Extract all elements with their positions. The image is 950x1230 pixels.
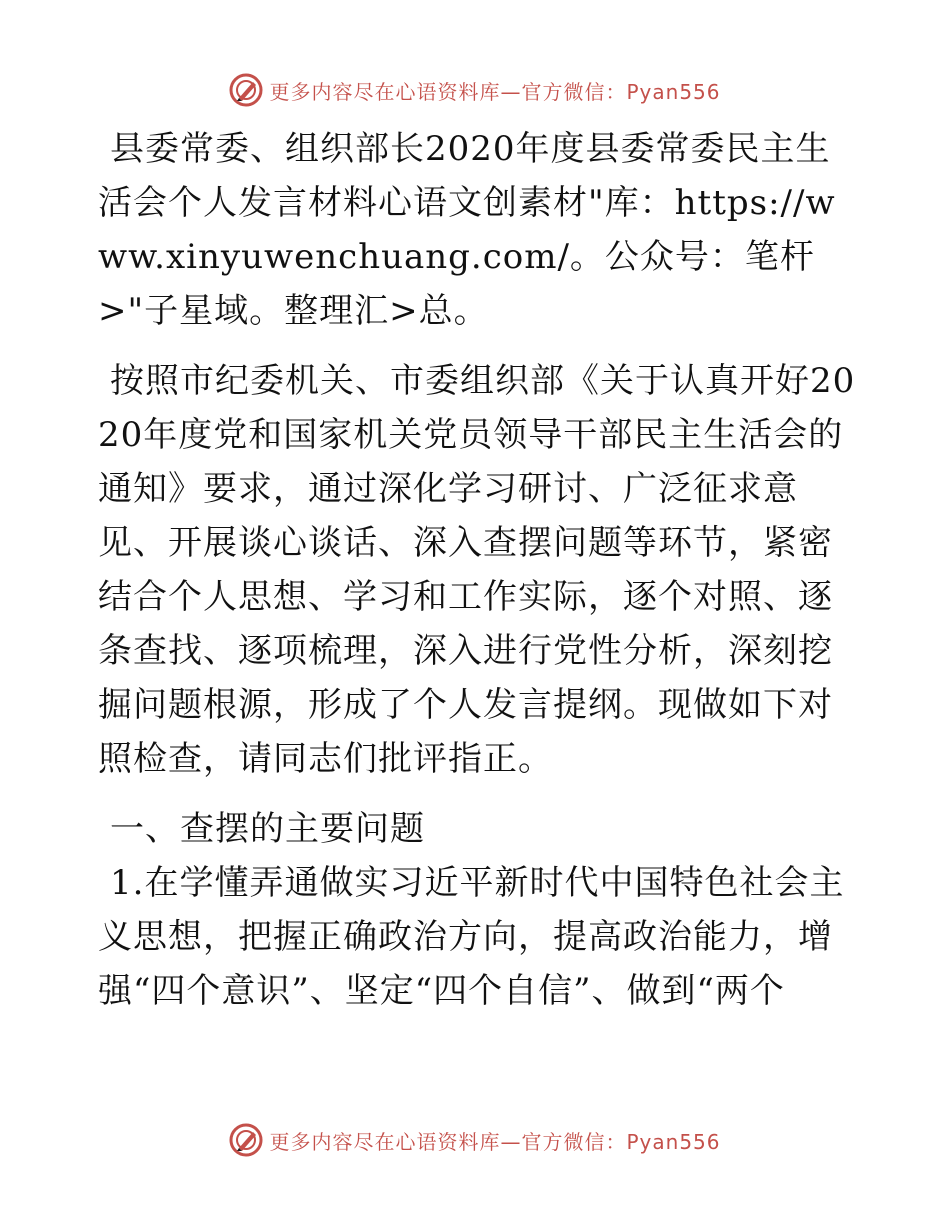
- list-item-1: 1.在学懂弄通做实习近平新时代中国特色社会主义思想，把握正确政治方向，提高政治能力，增强“四个意识”、坚定“四个自信”、做到“两个: [98, 863, 845, 1011]
- banner-wechat-id: Pyan556: [626, 79, 721, 104]
- paragraph-title: 县委常委、组织部长2020年度县委常委民主生活会个人发言材料心语文创素材"库：https://www.xinyuwenchuang.com/。公众号：笔杆>"子星域。整理汇>总。: [98, 129, 836, 331]
- banner-wechat-id: Pyan556: [626, 1129, 721, 1154]
- pen-logo-icon: [229, 1123, 263, 1157]
- paragraph-intro: 按照市纪委机关、市委组织部《关于认真开好2020年度党和国家机关党员领导干部民主生活会的通知》要求，通过深化学习研讨、广泛征求意见、开展谈心谈话、深入查摆问题等环节，紧密结合个人思想、学习和工作实际，逐个对照、逐条查找、逐项梳理，深入进行党性分析，深刻挖掘问题根源，形成了个人发言提纲。现做如下对照检查，请同志们批评指正。: [98, 361, 856, 779]
- banner-text: 更多内容尽在心语资料库—官方微信：: [269, 1129, 627, 1154]
- banner-text: 更多内容尽在心语资料库—官方微信：: [269, 79, 627, 104]
- pen-logo-icon: [229, 73, 263, 107]
- header-watermark-banner: [0, 68, 950, 112]
- section-heading: 一、查摆的主要问题: [110, 809, 425, 849]
- footer-watermark-banner: [0, 1118, 950, 1162]
- document-body: [98, 122, 858, 1018]
